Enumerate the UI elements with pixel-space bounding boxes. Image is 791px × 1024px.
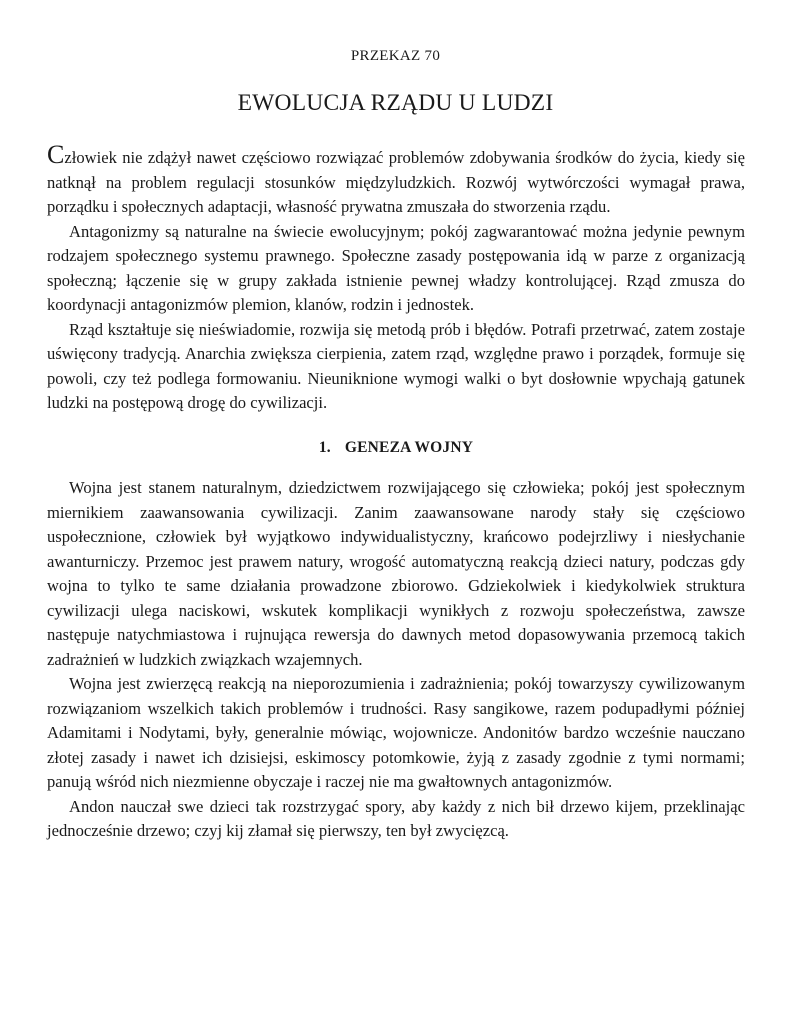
- paragraph: Antagonizmy są naturalne na świecie ewolucyjnym; pokój zagwarantować można jedynie pewnym rodzajem społecznego systemu prawnego. Społeczne zasady postępowania idą w parze z organizacją społeczną; łączenie się w grupy zakłada istnienie pewnej władzy kontrolującej. Rząd zmusza do koordynacji antagonizmów plemion, klanów, rodzin i jednostek.: [47, 221, 745, 314]
- paragraph: Andon nauczał swe dzieci tak rozstrzygać spory, aby każdy z nich bił drzewo kijem, przeklinając jednocześnie drzewo; czyj kij złamał się pierwszy, ten był zwycięzcą.: [47, 796, 745, 840]
- paragraph: Wojna jest zwierzęcą reakcją na nieporozumienia i zadrażnienia; pokój towarzyszy cywilizowanym rozwiązaniom wszelkich takich problemów i trudności. Rasy sangikowe, razem podupadłymi później Adamitami i Nodytami, były, generalnie mówiąc, wojownicze. Andonitów bardzo wcześnie nauczano złotej zasady i nawet ich dzisiejsi, eskimoscy potomkowie, żyją z zasady zgodnie z tymi normami; panują wśród nich niezmienne obyczaje i raczej nie ma gwałtownych antagonizmów.: [47, 674, 745, 791]
- paragraph-text: złowiek nie zdążył nawet częściowo rozwiązać problemów zdobywania środków do życia, kiedy się natknął na problem regulacji stosunków międzyludzkich. Rozwój wytwórczości wymagał prawa, porządku i społecznych adaptacji, własność prywatna zmuszała do stworzenia rządu.: [47, 148, 745, 216]
- page-body: [47, 140, 745, 844]
- section-number: 1.: [318, 438, 331, 456]
- section-heading: [47, 436, 745, 461]
- running-head: PRZEKAZ 70: [350, 48, 441, 64]
- drop-cap: C: [47, 140, 65, 169]
- section-title: GENEZA WOJNY: [344, 438, 474, 456]
- paragraph: Wojna jest stanem naturalnym, dziedzictwem rozwijającego się człowieka; pokój jest społecznym miernikiem zaawansowania cywilizacji. Zanim zaawansowane narody stały się częściowo uspołecznione, człowiek był wyjątkowo indywidualistyczny, krańcowo podejrzliwy i niesłychanie awanturniczy. Przemoc jest prawem natury, wrogość automatyczną reakcją dzieci natury, podczas gdy wojna to tylko te same działania prowadzone zbiorowo. Gdziekolwiek i kiedykolwiek struktura cywilizacji ulega naciskowi, wskutek komplikacji wynikłych z rozwoju społeczeństwa, zawsze następuje natychmiastowa i rujnująca rewersja do dawnych metod dopasowywania przemocą takich zadrażnień w ludzkich związkach wzajemnych.: [47, 478, 745, 669]
- paragraph: [47, 140, 745, 220]
- chapter-title: EWOLUCJA RZĄDU U LUDZI: [237, 90, 554, 116]
- paragraph: Rząd kształtuje się nieświadomie, rozwija się metodą prób i błędów. Potrafi przetrwać, zatem zostaje uświęcony tradycją. Anarchia zwiększa cierpienia, zatem rząd, względne prawo i porządek, formuje się powoli, czy też podlega formowaniu. Nieuniknione wymogi walki o byt dosłownie wpychają gatunek ludzki na postępową drogę do cywilizacji.: [47, 319, 745, 412]
